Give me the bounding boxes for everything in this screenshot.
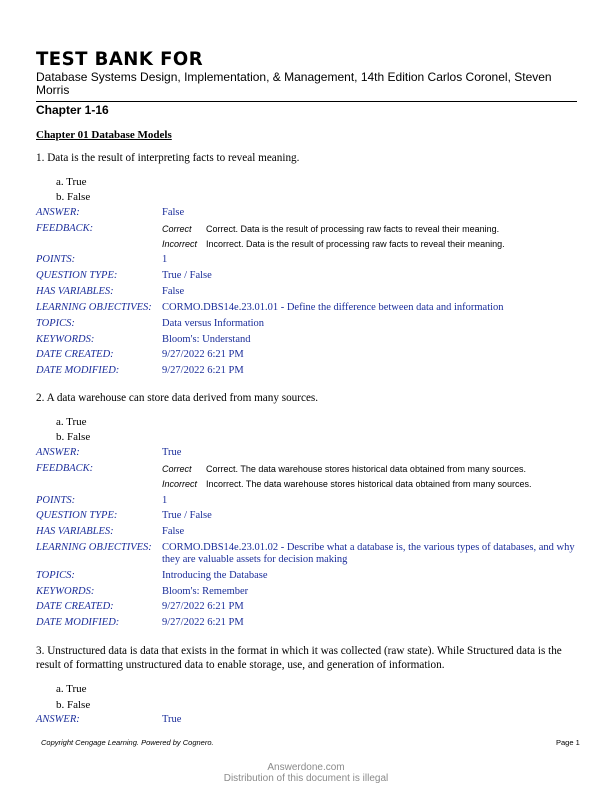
question-1-has-variables: False — [162, 286, 185, 297]
question-3-answer: True — [162, 714, 182, 725]
question-1-answer: False — [162, 207, 185, 218]
answer-label: ANSWER: — [36, 447, 80, 458]
book-subtitle: Database Systems Design, Implementation, & Management, 14th Edition Carlos Coronel, Steven Morris — [36, 70, 552, 97]
question-2-keywords: Bloom's: Remember — [162, 586, 249, 597]
feedback-text: Incorrect. Data is the result of processing raw facts to reveal their meaning. — [206, 239, 505, 249]
question-1-date-modified: 9/27/2022 6:21 PM — [162, 365, 244, 376]
document-title: TEST BANK FOR — [36, 48, 204, 70]
date-modified-label: DATE MODIFIED: — [36, 617, 120, 628]
question-2-choice-a: a. True — [56, 416, 87, 428]
watermark-notice: Distribution of this document is illegal — [223, 773, 389, 784]
question-2-has-variables: False — [162, 526, 185, 537]
feedback-kind: Correct — [162, 464, 192, 474]
question-2-feedback-incorrect — [162, 479, 532, 489]
points-label: POINTS: — [36, 254, 76, 265]
question-2-learning-objectives: CORMO.DBS14e.23.01.02 - Describe what a database is, the various types of databases, and why they are valuable assets for decision making — [162, 542, 575, 565]
has-variables-label: HAS VARIABLES: — [36, 286, 114, 297]
question-2-feedback-correct — [162, 464, 526, 474]
question-1-choice-a: a. True — [56, 176, 87, 188]
chapter-range: Chapter 1-16 — [36, 103, 109, 117]
page-number: Page 1 — [556, 738, 580, 747]
question-1-feedback-correct — [162, 224, 499, 234]
question-2-date-modified: 9/27/2022 6:21 PM — [162, 617, 244, 628]
question-1-points: 1 — [162, 254, 168, 265]
question-1-date-created: 9/27/2022 6:21 PM — [162, 349, 244, 360]
topics-label: TOPICS: — [36, 570, 75, 581]
answer-label: ANSWER: — [36, 207, 80, 218]
question-1-choice-b: b. False — [56, 191, 91, 203]
feedback-label: FEEDBACK: — [36, 463, 94, 474]
question-2-points: 1 — [162, 495, 168, 506]
question-2-answer: True — [162, 447, 182, 458]
question-1-text: 1. Data is the result of interpreting facts to reveal meaning. — [36, 152, 300, 164]
copyright-notice: Copyright Cengage Learning. Powered by Cognero. — [41, 738, 214, 747]
question-2-topics: Introducing the Database — [162, 570, 268, 581]
question-type-label: QUESTION TYPE: — [36, 510, 118, 521]
feedback-label: FEEDBACK: — [36, 223, 94, 234]
points-label: POINTS: — [36, 495, 76, 506]
learning-objectives-label: LEARNING OBJECTIVES: — [36, 542, 152, 553]
feedback-text: Correct. The data warehouse stores historical data obtained from many sources. — [206, 464, 526, 474]
question-2-choice-b: b. False — [56, 431, 91, 443]
section-title: Chapter 01 Database Models — [36, 129, 172, 141]
question-3-text: 3. Unstructured data is data that exists in the format in which it was collected (raw state). While Structured data is the result of formatting unstructured data to enable storage, use, and generation of information. — [36, 645, 562, 671]
feedback-kind: Correct — [162, 224, 192, 234]
learning-objectives-label: LEARNING OBJECTIVES: — [36, 302, 152, 313]
question-2-type: True / False — [162, 510, 212, 521]
header-divider — [36, 101, 577, 102]
date-modified-label: DATE MODIFIED: — [36, 365, 120, 376]
question-2-date-created: 9/27/2022 6:21 PM — [162, 601, 244, 612]
question-1-type: True / False — [162, 270, 212, 281]
keywords-label: KEYWORDS: — [36, 334, 95, 345]
feedback-kind: Incorrect — [162, 479, 198, 489]
feedback-text: Correct. Data is the result of processing raw facts to reveal their meaning. — [206, 224, 500, 234]
has-variables-label: HAS VARIABLES: — [36, 526, 114, 537]
date-created-label: DATE CREATED: — [36, 601, 114, 612]
keywords-label: KEYWORDS: — [36, 586, 95, 597]
question-1-feedback-incorrect — [162, 239, 505, 249]
answer-label: ANSWER: — [36, 714, 80, 725]
question-2-text: 2. A data warehouse can store data derived from many sources. — [36, 392, 319, 404]
question-3-choice-b: b. False — [56, 699, 91, 711]
question-1-learning-objectives: CORMO.DBS14e.23.01.01 - Define the difference between data and information — [162, 302, 504, 313]
watermark-site: Answerdone.com — [267, 762, 345, 773]
date-created-label: DATE CREATED: — [36, 349, 114, 360]
feedback-kind: Incorrect — [162, 239, 198, 249]
feedback-text: Incorrect. The data warehouse stores historical data obtained from many sources. — [206, 479, 532, 489]
question-type-label: QUESTION TYPE: — [36, 270, 118, 281]
question-3-choice-a: a. True — [56, 683, 87, 695]
question-1-keywords: Bloom's: Understand — [162, 334, 251, 345]
topics-label: TOPICS: — [36, 318, 75, 329]
question-1-topics: Data versus Information — [162, 318, 265, 329]
